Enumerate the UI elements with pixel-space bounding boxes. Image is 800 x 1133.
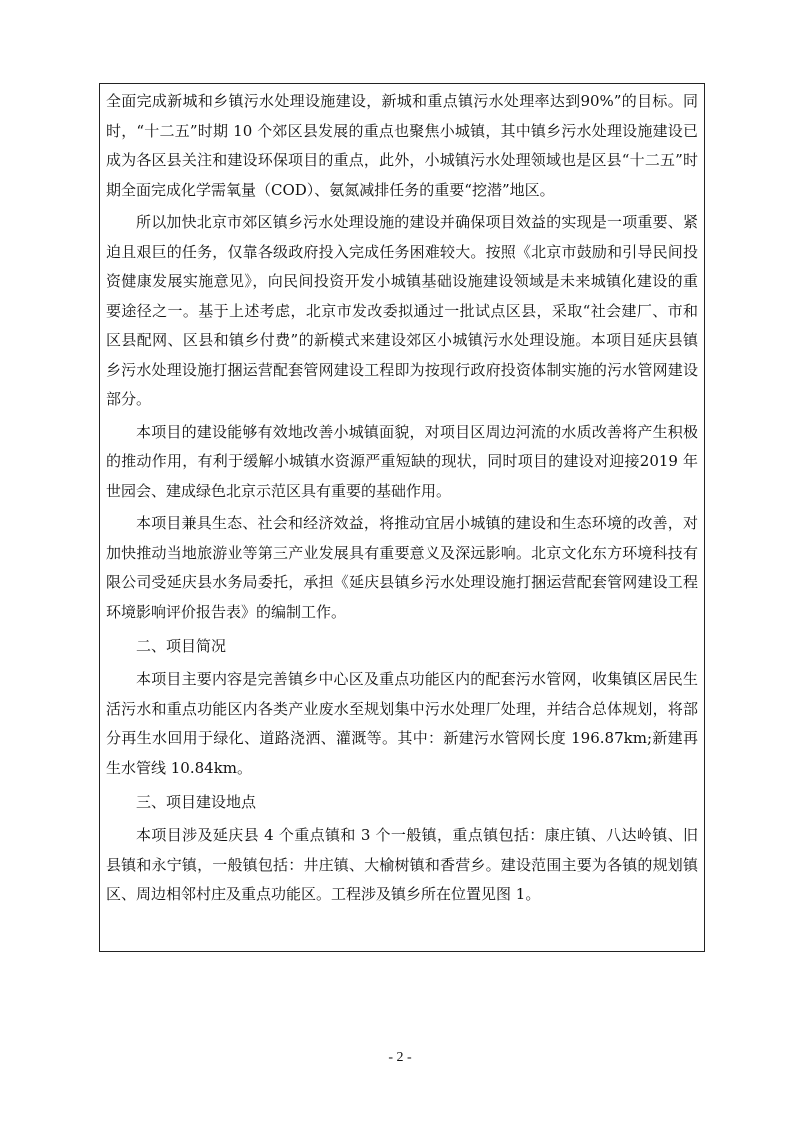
section-heading-project-overview: 二、项目简况 (136, 637, 227, 655)
paragraph-project-location: 本项目涉及延庆县 4 个重点镇和 3 个一般镇，重点镇包括：康庄镇、八达岭镇、旧县镇和永宁镇，一般镇包括：井庄镇、大榆树镇和香营乡。建设范围主要为各镇的规划镇区、周边相邻村庄及重点功能区。工程涉及镇乡所在位置见图 1。 (106, 826, 698, 903)
document-body (106, 87, 698, 910)
page-number: - 2 - (388, 1050, 412, 1065)
paragraph-investment-background: 所以加快北京市郊区镇乡污水处理设施的建设并确保项目效益的实现是一项重要、紧迫且艰巨的任务，仅靠各级政府投入完成任务困难较大。按照《北京市鼓励和引导民间投资健康发展实施意见》，向民间投资开发小城镇基础设施建设领域是未来城镇化建设的重要途径之一。基于上述考虑，北京市发改委拟通过一批试点区县，采取“社会建厂、市和区县配网、区县和镇乡付费”的新模式来建设郊区小城镇污水处理设施。本项目延庆县镇乡污水处理设施打捆运营配套管网建设工程即为按现行政府投资体制实施的污水管网建设部分。 (106, 213, 698, 408)
paragraph-eia-commission: 本项目兼具生态、社会和经济效益，将推动宜居小城镇的建设和生态环境的改善，对加快推动当地旅游业等第三产业发展具有重要意义及深远影响。北京文化东方环境科技有限公司受延庆县水务局委托，承担《延庆县镇乡污水处理设施打捆运营配套管网建设工程环境影响评价报告表》的编制工作。 (106, 514, 698, 621)
paragraph-wastewater-targets: 全面完成新城和乡镇污水处理设施建设，新城和重点镇污水处理率达到90%”的目标。同时，“十二五”时期 10 个郊区县发展的重点也聚焦小城镇，其中镇乡污水处理设施建设已成为各区县关注和建设环保项目的重点，此外，小城镇污水处理领域也是区县“十二五”时期全面完成化学需氧量（COD）、氨氮减排任务的重要“挖潜”地区。 (106, 92, 698, 199)
paragraph-project-overview: 本项目主要内容是完善镇乡中心区及重点功能区内的配套污水管网，收集镇区居民生活污水和重点功能区内各类产业废水至规划集中污水处理厂处理，并结合总体规划，将部分再生水回用于绿化、道路浇洒、灌溉等。其中：新建污水管网长度 196.87km;新建再生水管线 10.84km。 (106, 670, 698, 777)
paragraph-project-benefits: 本项目的建设能够有效地改善小城镇面貌，对项目区周边河流的水质改善将产生积极的推动作用，有利于缓解小城镇水资源严重短缺的现状，同时项目的建设对迎接2019 年世园会、建成绿色北京示范区具有重要的基础作用。 (106, 422, 698, 500)
section-heading-project-location: 三、项目建设地点 (136, 793, 257, 811)
